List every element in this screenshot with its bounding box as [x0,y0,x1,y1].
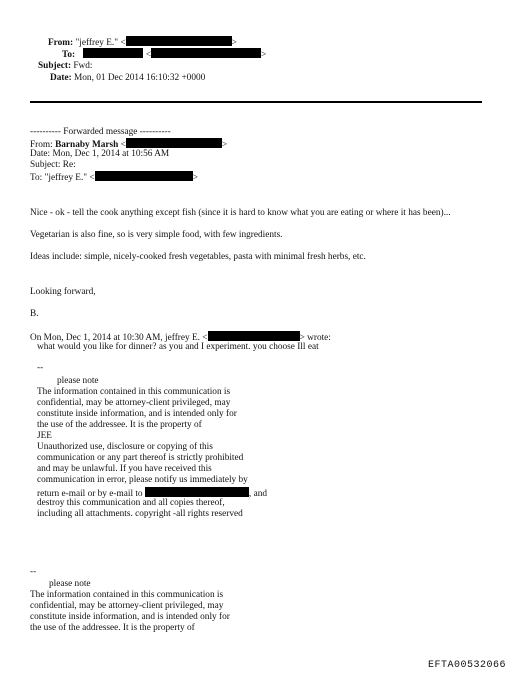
forwarded-date: Date: Mon, Dec 1, 2014 at 10:56 AM [30,149,170,159]
header-subject [38,61,93,72]
return-prefix: return e-mail or by e-mail to [37,489,145,499]
header-to [62,48,266,61]
body-paragraph-3: Ideas include: simple, nicely-cooked fresh vegetables, pasta with minimal fresh herbs, etc. [30,252,366,262]
body-closing: Looking forward, [30,287,96,297]
quoted-disclaimer-line: constitute inside information, and is intended only for [37,409,237,419]
quoted-disclaimer-line: destroy this communication and all copies thereof, [37,498,225,508]
subject-value: Fwd: [73,61,93,71]
forwarded-banner: ---------- Forwarded message ---------- [30,127,171,137]
angle-bracket: < [145,50,151,60]
redaction-box [83,48,143,58]
date-value: Mon, 01 Dec 2014 16:10:32 +0000 [74,73,206,83]
header-divider [30,101,482,103]
body-paragraph-2: Vegetarian is also fine, so is very simple food, with few ingredients. [30,230,283,240]
document-id-stamp: EFTA00532066 [427,660,506,671]
quoted-disclaimer-line: and may be unlawful. If you have received this [37,464,212,474]
from-label: From: [48,38,74,48]
to-label: To: [62,50,76,60]
attribution-suffix: > wrote: [299,333,331,343]
quoted-disclaimer-line: the use of the addressee. It is the property of [37,420,202,430]
forwarded-subject: Subject: Re: [30,160,76,170]
angle-bracket: > [221,140,228,150]
body-signoff: B. [30,309,39,319]
angle-bracket: < [118,140,126,150]
quoted-sig-dashes: -- [37,363,44,373]
redaction-box [126,36,232,46]
redaction-box [151,48,261,58]
quoted-disclaimer-line: The information contained in this communication is [37,387,231,397]
quoted-disclaimer-line: JEE [37,431,52,441]
quoted-disclaimer-line: Unauthorized use, disclosure or copying of this [37,442,213,452]
signature-please-note: please note [49,579,91,589]
attribution-prefix: On Mon, Dec 1, 2014 at 10:30 AM, jeffrey E. < [30,333,208,343]
to-prefix: To: "jeffrey E." < [30,173,95,183]
signature-disclaimer-line: confidential, may be attorney-client privileged, may [30,601,224,611]
quoted-question: what would you like for dinner? as you and I experiment. you choose Ill eat [37,342,319,352]
angle-bracket: > [231,38,237,48]
angle-bracket: > [261,50,267,60]
header-date [50,73,205,84]
signature-disclaimer-line: constitute inside information, and is intended only for [30,612,230,622]
redaction-box [95,171,193,181]
quoted-disclaimer-line: communication in error, please notify us immediately by [37,475,248,485]
return-suffix: , and [248,489,267,499]
quoted-please-note: please note [57,376,99,386]
signature-disclaimer-line: the use of the addressee. It is the property of [30,623,195,633]
redaction-box [208,331,300,341]
body-paragraph-1: Nice - ok - tell the cook anything except fish (since it is hard to know what you are eating or where it has been)... [30,208,451,218]
quoted-disclaimer-line: communication or any part thereof is strictly prohibited [37,453,244,463]
signature-disclaimer-line: The information contained in this communication is [30,590,224,600]
redaction-box [126,138,222,148]
from-value: "jeffrey E." < [75,38,126,48]
quoted-disclaimer-line: including all attachments. copyright -all rights reserved [37,509,243,519]
angle-bracket: > [192,173,198,183]
sender-name: Barnaby Marsh [55,140,119,150]
subject-label: Subject: [38,61,72,71]
redaction-box [145,487,249,497]
quoted-disclaimer-line: confidential, may be attorney-client privileged, may [37,398,231,408]
date-label: Date: [50,73,72,83]
from-prefix: From: [30,140,56,150]
signature-dashes: -- [30,567,37,577]
forwarded-to [30,171,198,184]
